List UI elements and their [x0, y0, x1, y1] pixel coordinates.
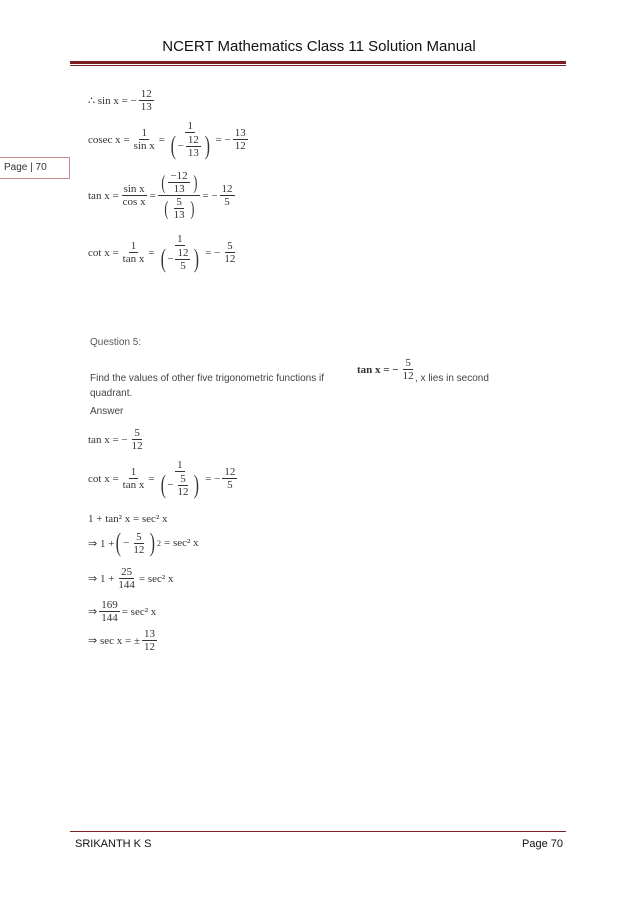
tan-result: $\frac{12}{5}$ [221, 183, 233, 208]
cosec-frac-2 [167, 120, 214, 159]
header-rule [70, 61, 566, 64]
answer-line-4: ⇒ 1 + ( − $\frac{5}{12}$ ) 2 = sec² x [88, 528, 199, 557]
side-page-tab: Page | 70 [0, 157, 70, 179]
cosec-f1-num: 1 [141, 127, 147, 139]
cosec-frac-1 [132, 127, 157, 152]
sin-fraction [139, 88, 154, 113]
cot-result-sign: = − [205, 246, 221, 259]
page-header-title: NCERT Mathematics Class 11 Solution Manual [162, 38, 476, 55]
header-rule-thin [70, 65, 566, 66]
cosec-lhs: cosec x = [88, 133, 130, 146]
sin-line [88, 88, 156, 113]
question-5-text-tail: , x lies in second [415, 373, 489, 384]
sin-den: 13 [140, 101, 152, 113]
tan-result-sign: = − [202, 189, 218, 202]
answer-line-5: ⇒ 1 + $\frac{25}{144}$ = sec² x [88, 566, 174, 591]
tan-frac-1: $\frac{\text{sin x}}{\text{cos x}}$ [122, 183, 146, 208]
footer-rule [70, 831, 566, 832]
cosec-result-sign: = − [215, 133, 231, 146]
question-5-text: Find the values of other five trigonometric functions if [90, 373, 325, 384]
sin-num: 12 [140, 88, 152, 100]
answer-line-2: cot x = $\frac{1}{\text{tan x}}$ = 1 ( − $\frac{5}{12}$ ) = − $\frac{12}{5}$ [88, 459, 236, 499]
question-5-title: Question 5: [90, 337, 142, 348]
answer-line-7: ⇒ sec x = ± $\frac{13}{12}$ [88, 628, 156, 653]
cosec-f2-num: 1 [187, 120, 193, 132]
tan-line [88, 170, 237, 221]
equals: = [148, 246, 155, 259]
answer-line-3: 1 + tan² x = sec² x [88, 513, 168, 525]
cosec-line [88, 120, 250, 159]
question-5-condition: tan x = − $\frac{5}{12}$ [357, 357, 414, 382]
cosec-f2-den: ( − $\frac{12}{13}$ ) [170, 131, 210, 160]
cosec-f1-den: sin x [133, 140, 155, 152]
tan-lhs: tan x = [88, 189, 119, 202]
footer-author: SRIKANTH K S [75, 838, 152, 850]
cot-result: $\frac{5}{12}$ [224, 240, 236, 265]
cosec-result: $\frac{13}{12}$ [234, 127, 246, 152]
cot-frac-1: $\frac{1}{\text{tan x}}$ [122, 240, 145, 265]
question-5-text-2: quadrant. [90, 388, 133, 399]
answer-label: Answer [90, 406, 124, 417]
equals: = [158, 133, 165, 146]
answer-line-1: tan x = − $\frac{5}{12}$ [88, 427, 143, 452]
sin-lhs: ∴ sin x = − [88, 95, 137, 107]
tan-frac-2: ( $\frac{-12}{13}$ ) ( $\frac{5}{13}$ ) [158, 170, 201, 221]
cot-frac-2: 1 ( − $\frac{12}{5}$ ) [160, 233, 200, 273]
equals: = [149, 189, 156, 202]
answer-line-6: ⇒ $\frac{169}{144}$ = sec² x [88, 599, 157, 624]
cot-lhs: cot x = [88, 246, 119, 259]
cot-line [88, 233, 239, 272]
footer-page-number: Page 70 [522, 838, 563, 850]
